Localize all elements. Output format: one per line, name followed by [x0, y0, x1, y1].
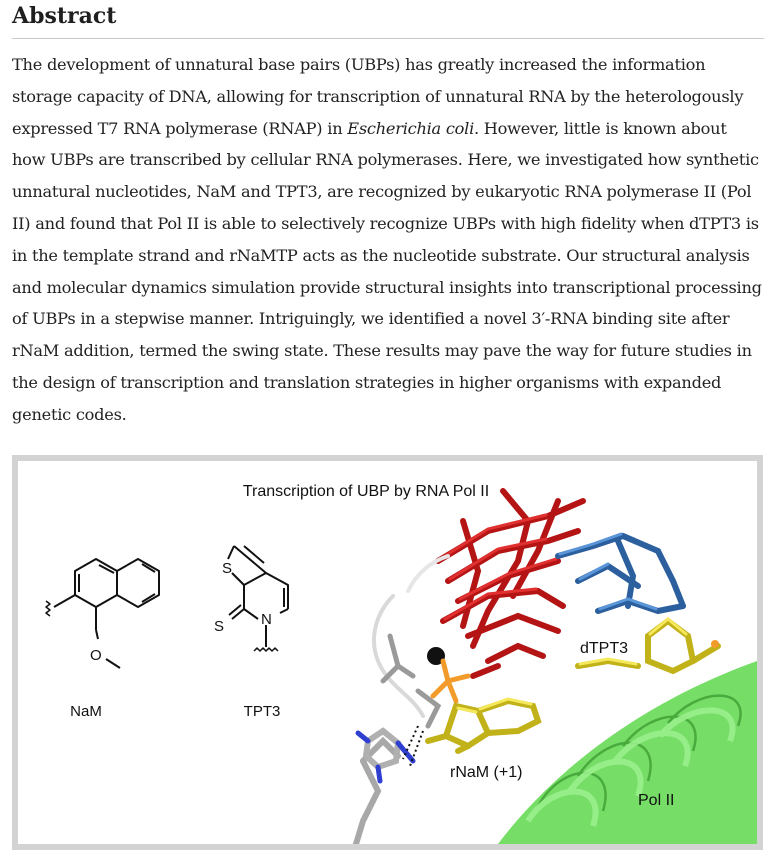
figure-canvas: [18, 461, 757, 844]
abstract-text: [12, 49, 764, 431]
tpt3-atom-n: N: [261, 611, 272, 628]
figure-svg: [18, 461, 757, 844]
figure-title: Transcription of UBP by RNA Pol II: [242, 483, 490, 500]
phosphate-group: [433, 661, 468, 701]
dtpt3-label: dTPT3: [580, 640, 629, 657]
tpt3-atom-s-ring: S: [222, 560, 233, 577]
hydrogen-bonds: [403, 726, 423, 766]
gray-backbone: [356, 556, 448, 844]
abstract-heading: Abstract: [12, 3, 117, 29]
nam-label: NaM: [70, 703, 102, 720]
tpt3-structure: [228, 546, 288, 651]
heading-divider: [12, 38, 764, 39]
nam-structure: [46, 559, 159, 668]
rnam-label: rNaM (+1): [450, 764, 523, 781]
abstract-text-part2: . However, little is known about how UBPs are transcribed by cellular RNA polymerases. Here, we investigated how synthetic unnatural nucleotides, NaM and TPT3, are recognized by eukaryotic RNA polymerase II (Pol II) and found that Pol II is able to selectively recognize UBPs with high fidelity when dTPT3 is in the template strand and rNaMTP acts as the nucleotide substrate. Our structural analysis and molecular dynamics simulation provide structural insights into transcriptional processing of UBPs in a stepwise manner. Intriguingly, we identified a novel 3′-RNA binding site after rNaM addition, termed the swing state. These results may pave the way for future studies in the design of transcription and translation strategies in higher organisms with expanded genetic codes.: [12, 118, 762, 424]
graphical-abstract-figure: [12, 455, 763, 850]
abstract-text-part1: The development of unnatural base pairs (UBPs) has greatly increased the information storage capacity of DNA, allowing for transcription of unnatural RNA by the heterologously expressed T7 RNA polymerase (RNAP) in: [12, 55, 744, 138]
rna-strand: [438, 491, 583, 676]
dna-strand: [558, 536, 683, 611]
nam-atom-o: O: [90, 647, 102, 664]
nam-o-bond: [96, 630, 98, 639]
pol2-label: Pol II: [638, 792, 675, 809]
organism-name: Escherichia coli: [347, 118, 475, 138]
dtpt3-phosphate: [711, 640, 719, 648]
tpt3-label: TPT3: [243, 703, 281, 720]
tpt3-atom-s-thione: S: [214, 618, 225, 635]
pol2-helix: [498, 661, 757, 844]
